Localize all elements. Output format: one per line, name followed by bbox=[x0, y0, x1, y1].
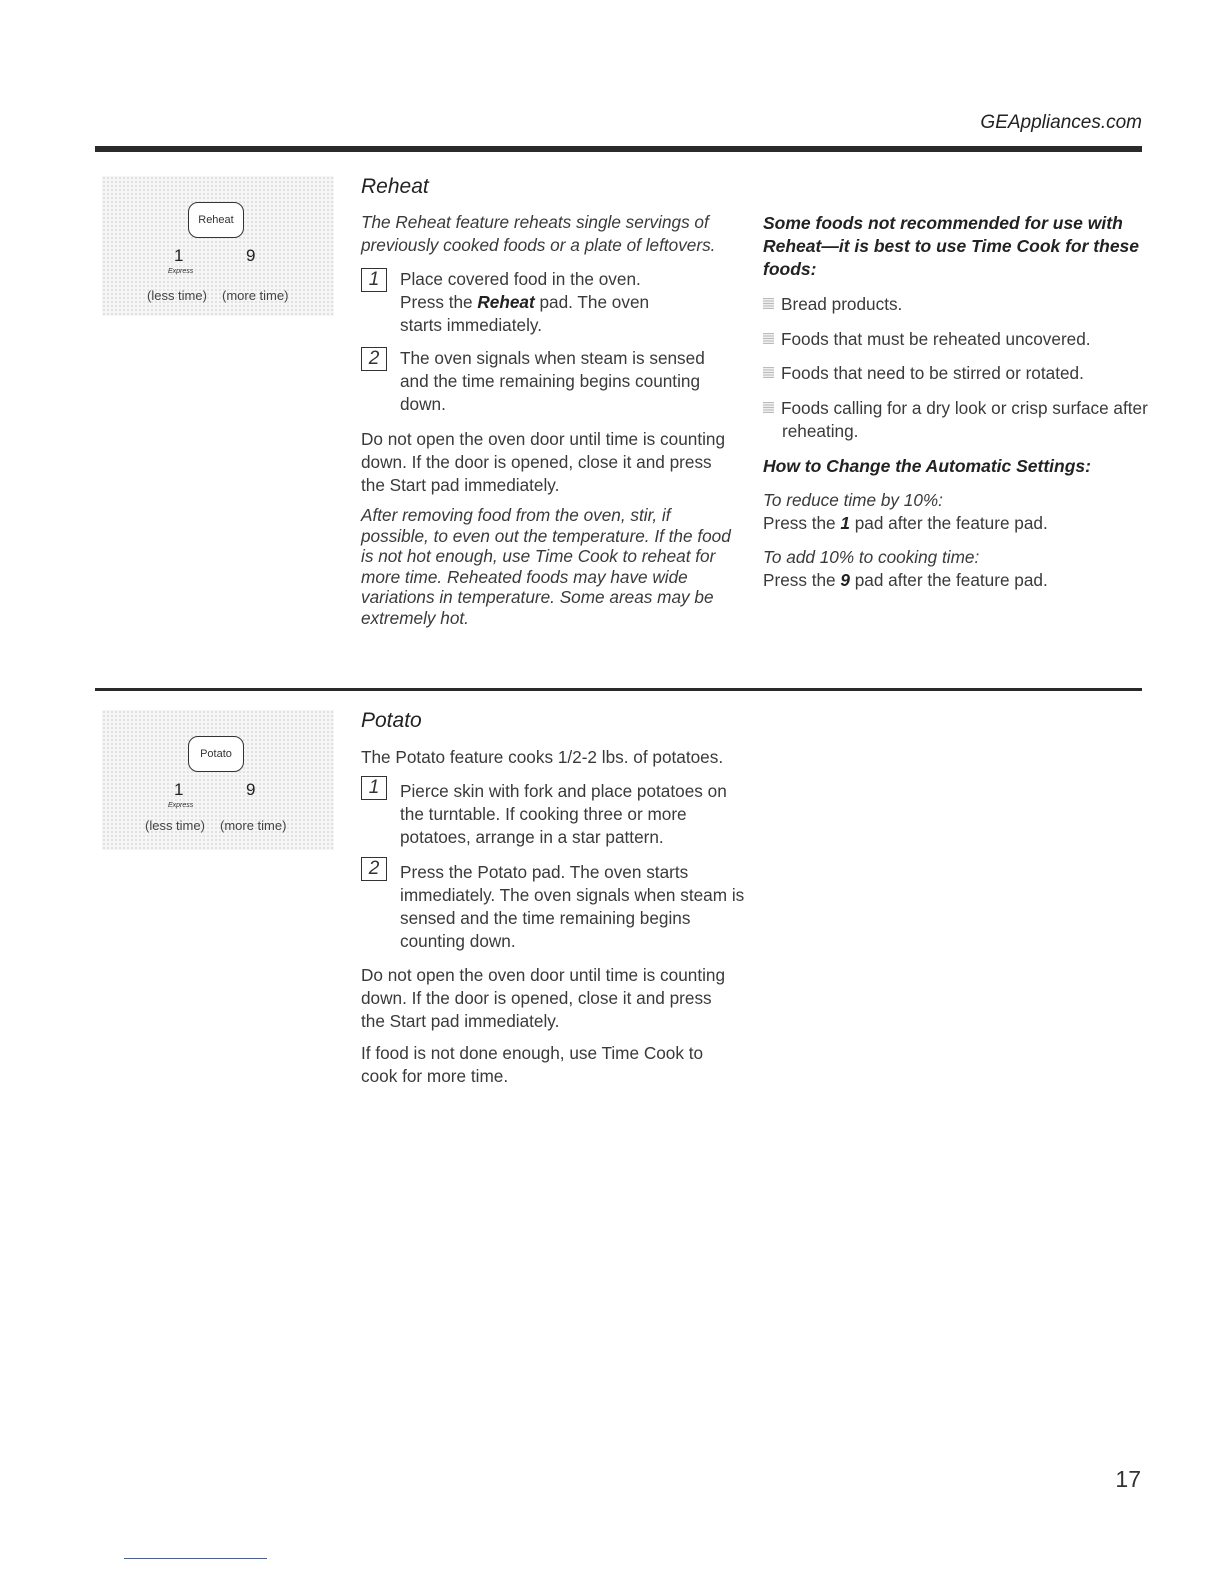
reduce-time-label: To reduce time by 10%: bbox=[763, 490, 943, 510]
pad-1: 1 bbox=[174, 246, 184, 265]
reheat-pad: Reheat bbox=[188, 202, 244, 238]
step-number: 1 bbox=[361, 268, 387, 292]
bullet-item: Foods that need to be stirred or rotated. bbox=[763, 362, 1143, 385]
step-text: The oven signals when steam is sensed and the time remaining begins counting down. bbox=[400, 348, 705, 414]
site-url: GEAppliances.com bbox=[980, 112, 1142, 133]
step-text: Press the Potato pad. The oven starts immediately. The oven signals when steam is sensed and the time remaining begins counting down. bbox=[400, 862, 745, 951]
reheat-door-warning: Do not open the oven door until time is counting down. If the door is opened, close it and press the Start pad immediately. bbox=[361, 429, 726, 495]
potato-title: Potato bbox=[361, 709, 422, 732]
step-number: 2 bbox=[361, 347, 387, 371]
change-settings-heading: How to Change the Automatic Settings: bbox=[763, 456, 1091, 476]
potato-control-panel-illustration bbox=[102, 710, 334, 850]
more-time-label: (more time) bbox=[222, 288, 289, 303]
potato-door-warning: Do not open the oven door until time is counting down. If the door is opened, close it and press the Start pad immediately. bbox=[361, 965, 726, 1031]
add-time-label: To add 10% to cooking time: bbox=[763, 547, 980, 567]
more-time-label: (more time) bbox=[220, 818, 287, 833]
reheat-title: Reheat bbox=[361, 175, 429, 198]
step-number: 1 bbox=[361, 776, 387, 800]
step-text: Pierce skin with fork and place potatoes on the turntable. If cooking three or more potatoes, arrange in a star pattern. bbox=[400, 781, 727, 847]
bullet-square-icon bbox=[763, 298, 774, 309]
reheat-intro: The Reheat feature reheats single servings of previously cooked foods or a plate of leftovers. bbox=[361, 212, 716, 255]
step-text: Place covered food in the oven. Press the Reheat pad. The oven starts immediately. bbox=[400, 269, 650, 335]
pad-9: 9 bbox=[246, 780, 256, 799]
pad-9: 9 bbox=[246, 246, 256, 265]
step-number: 2 bbox=[361, 857, 387, 881]
bullet-square-icon bbox=[763, 333, 774, 344]
link-underline bbox=[124, 1558, 267, 1559]
bullet-item: Bread products. bbox=[763, 293, 1143, 316]
reheat-control-panel-illustration bbox=[102, 176, 334, 316]
pad-1: 1 bbox=[174, 780, 184, 799]
bullet-item: Foods calling for a dry look or crisp surface after reheating. bbox=[763, 397, 1152, 443]
express-label: Express bbox=[168, 802, 194, 809]
potato-pad: Potato bbox=[188, 736, 244, 772]
bullet-square-icon bbox=[763, 367, 774, 378]
top-divider bbox=[95, 146, 1142, 152]
potato-intro: The Potato feature cooks 1/2-2 lbs. of potatoes. bbox=[361, 747, 724, 767]
reheat-note: After removing food from the oven, stir, if possible, to even out the temperature. If the food is not hot enough, use Time Cook to reheat for more time. Reheated foods may have wide variations in temperature. Some areas may be extremely hot. bbox=[361, 505, 731, 628]
bullet-item: Foods that must be reheated uncovered. bbox=[763, 328, 1143, 351]
not-recommended-heading: Some foods not recommended for use with Reheat—it is best to use Time Cook for these foods: bbox=[763, 213, 1140, 279]
bullet-square-icon bbox=[763, 402, 774, 413]
reduce-time-instruction: Press the 1 pad after the feature pad. bbox=[763, 513, 1048, 533]
less-time-label: (less time) bbox=[145, 818, 205, 833]
potato-time-cook-note: If food is not done enough, use Time Cook to cook for more time. bbox=[361, 1043, 704, 1086]
page-number: 17 bbox=[1115, 1466, 1141, 1492]
add-time-instruction: Press the 9 pad after the feature pad. bbox=[763, 570, 1048, 590]
section-divider bbox=[95, 688, 1142, 691]
express-label: Express bbox=[168, 268, 194, 275]
less-time-label: (less time) bbox=[147, 288, 207, 303]
